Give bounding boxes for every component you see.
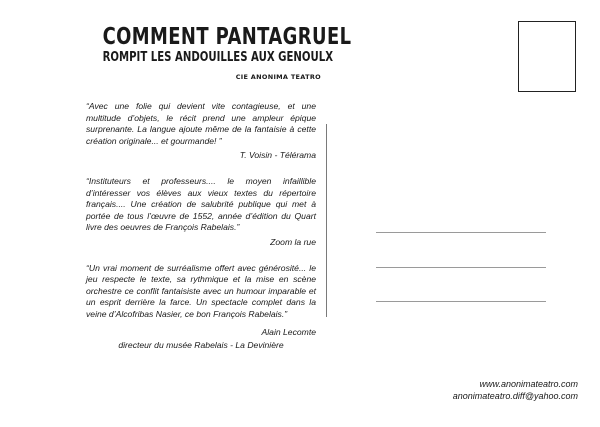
postcard-title [74, 24, 352, 65]
review-text: “Instituteurs et professeurs.... le moyen infaillible d’intéresser vos élèves aux vieux textes du répertoire français.... Une création de salubrité publique qui met à portée de tous l’œuvre de 1552, année d’édition du Quart livre des oeuvres de François Rabelais.” [86, 175, 316, 233]
review-telerama [86, 101, 316, 162]
review-attribution: T. Voisin - Télérama [239, 150, 316, 161]
address-line [376, 301, 546, 302]
company-name: CIE ANONIMA TEATRO [235, 73, 321, 81]
email-link[interactable]: anonimateatro.diff@yahoo.com [452, 391, 578, 401]
review-text: “Avec une folie qui devient vite contagieuse, et une multitude d’objets, le récit prend une ampleur épique surprenante. La langue ajoute même de la fantaisie à cette création originale... et gourmande! ” [86, 101, 316, 146]
review-attribution: Zoom la rue [270, 236, 316, 247]
review-attribution: Alain Lecomte [261, 326, 316, 337]
review-attribution-role: directeur du musée Rabelais - La Devinière [118, 340, 284, 351]
contact-block [400, 378, 578, 402]
address-line [376, 267, 546, 268]
reviews-column [86, 101, 316, 366]
review-zoom-la-rue [86, 176, 316, 249]
review-musee-rabelais [86, 263, 316, 352]
stamp-box [518, 21, 576, 92]
title-main: COMMENT PANTAGRUEL [102, 24, 352, 50]
title-subtitle: ROMPIT LES ANDOUILLES AUX GENOULX [102, 50, 334, 65]
address-line [376, 232, 546, 233]
website-link[interactable]: www.anonimateatro.com [479, 379, 578, 389]
review-text: “Un vrai moment de surréalisme offert avec générosité... le jeu respecte le texte, sa rythmique et la mise en scène orchestre ce conflit fantaisiste avec un humour imparable et un esprit derrière la farce. Un spectacle complet dans la veine d’Alcofribas Nasier, ce bon François Rabelais.” [86, 262, 316, 319]
center-divider [326, 124, 327, 317]
